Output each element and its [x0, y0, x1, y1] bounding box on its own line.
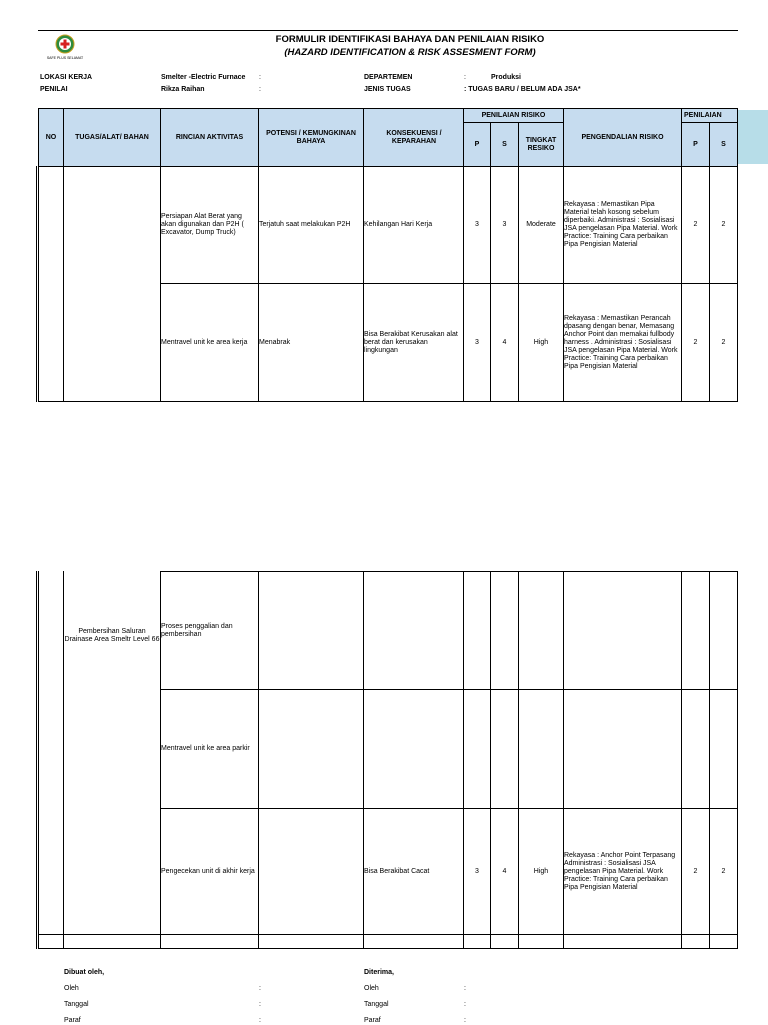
table-row-1-s: 3 [502, 221, 507, 228]
oleh-colon-right: : [464, 985, 466, 992]
tanggal-colon-right: : [464, 1001, 466, 1008]
paraf-label-right: Paraf [364, 1017, 381, 1024]
penilai-value: Rikza Raihan [161, 86, 205, 93]
col-penilaian-risiko: PENILAIAN RISIKO [481, 111, 546, 119]
table-row-1-rincian: Persiapan Alat Berat yang akan digunakan dan P2H ( Excavator, Dump Truck) [161, 213, 244, 236]
table-row-5-tingkat: High [533, 867, 549, 875]
table-row-5-konsekuensi: Bisa Berakibat Cacat [364, 867, 430, 875]
table-row-2-s2: 2 [721, 338, 726, 346]
table-row-2-konsekuensi: Bisa Berakibat Kerusakan alat berat dan kerusakan lingkungan [364, 330, 458, 354]
lokasi-label: LOKASI KERJA [40, 74, 93, 81]
tanggal-label-right: Tanggal [364, 1001, 389, 1008]
col-konsekuensi: KONSEKUENSI / KEPARAHAN [386, 129, 442, 145]
dibuat-oleh-label: Dibuat oleh, [64, 969, 105, 976]
paraf-colon-right: : [464, 1017, 466, 1024]
table-row-4-rincian: Mentravel unit ke area parkir [161, 745, 250, 752]
table-row-1-pengendalian: Rekayasa : Memastikan Pipa Material telah kosong sebelum diperbaiki. Administrasi : Sosialisasi JSA pengelasan Pipa Material. Work Practice: Training Cara perbaikan Pipa Pengisian Material [564, 201, 678, 248]
col-s: S [502, 140, 507, 148]
paraf-label-left: Paraf [64, 1017, 81, 1024]
table-row-5-p: 3 [475, 867, 479, 875]
table-row-1-p2: 2 [693, 221, 698, 228]
side-tab [738, 110, 768, 164]
oleh-colon-left: : [259, 985, 261, 992]
col-penilaian2: PENILAIAN [684, 111, 722, 119]
col-tugas: TUGAS/ALAT/ BAHAN [75, 133, 149, 141]
company-logo [45, 33, 85, 65]
table-row-1-s2: 2 [721, 221, 726, 228]
form-subtitle: (HAZARD IDENTIFICATION & RISK ASSESMENT FORM) [284, 47, 536, 58]
jenis-tugas-value: : TUGAS BARU / BELUM ADA JSA* [464, 86, 581, 93]
col-potensi: POTENSI / KEMUNGKINAN BAHAYA [266, 129, 356, 145]
oleh-label-left: Oleh [64, 985, 79, 992]
departemen-colon: : [464, 74, 466, 81]
tugas-cell: Pembersihan Saluran Drainase Area Smeltr Level 66 [64, 628, 160, 643]
table-row-2-p2: 2 [693, 338, 698, 346]
tanggal-colon-left: : [259, 1001, 261, 1008]
departemen-label: DEPARTEMEN [364, 74, 413, 81]
table-row-3-rincian: Proses penggalian dan pembersihan [161, 622, 233, 638]
table-row-1-potensi: Terjatuh saat melakukan P2H [259, 221, 351, 228]
jenis-tugas-label: JENIS TUGAS [364, 86, 411, 93]
penilai-label: PENILAI [40, 86, 68, 93]
lokasi-colon: : [259, 74, 261, 81]
col-s2: S [721, 140, 726, 148]
col-p: P [474, 140, 480, 148]
table-row-5-p2: 2 [693, 867, 698, 875]
diterima-label: Diterima, [364, 969, 394, 976]
logo-text: SAFE PLUS SELAMAT [46, 56, 84, 60]
table-row-2-p: 3 [475, 338, 479, 346]
tanggal-label-left: Tanggal [64, 1001, 89, 1008]
penilai-colon: : [259, 86, 261, 93]
table-row-2-pengendalian: Rekayasa : Memastikan Perancah dpasang dengan benar, Memasang Anchor Point dan memakai fullbody harness . Administrasi : Sosialisasi JSA pengelasan Pipa Material. Work Practice: Training Cara perbaikan Pipa Pengisian Material [564, 314, 678, 370]
table-row-1-p: 3 [475, 221, 479, 228]
table-row-5-rincian: Pengecekan unit di akhir kerja [161, 867, 255, 875]
table-row-5-pengendalian: Rekayasa : Anchor Point Terpasang Administrasi : Sosialisasi JSA pengelasan Pipa Material. Work Practice: Training Cara perbaikan Pipa Pengisian Material [564, 851, 676, 891]
table-row-1-tingkat: Moderate [526, 221, 556, 228]
form-title: FORMULIR IDENTIFIKASI BAHAYA DAN PENILAIAN RISIKO [275, 34, 545, 45]
col-rincian: RINCIAN AKTIVITAS [175, 133, 244, 141]
oleh-label-right: Oleh [364, 985, 379, 992]
table-row-5-s2: 2 [721, 867, 726, 875]
paraf-colon-left: : [259, 1017, 261, 1024]
lokasi-value: Smelter -Electric Furnace [161, 74, 246, 81]
col-no: NO [45, 133, 57, 141]
col-tingkat: TINGKAT RESIKO [525, 136, 557, 152]
col-pengendalian: PENGENDALIAN RISIKO [581, 133, 664, 141]
table-row-5-s: 4 [502, 867, 507, 875]
table-row-2-rincian: Mentravel unit ke area kerja [161, 338, 248, 346]
table-row-1-konsekuensi: Kehilangan Hari Kerja [364, 221, 433, 228]
table-row-2-potensi: Menabrak [259, 338, 291, 346]
departemen-value: Produksi [491, 74, 521, 81]
table-row-2-tingkat: High [533, 338, 549, 346]
table-row-2-s: 4 [502, 338, 507, 346]
col-p2: P [693, 140, 698, 148]
